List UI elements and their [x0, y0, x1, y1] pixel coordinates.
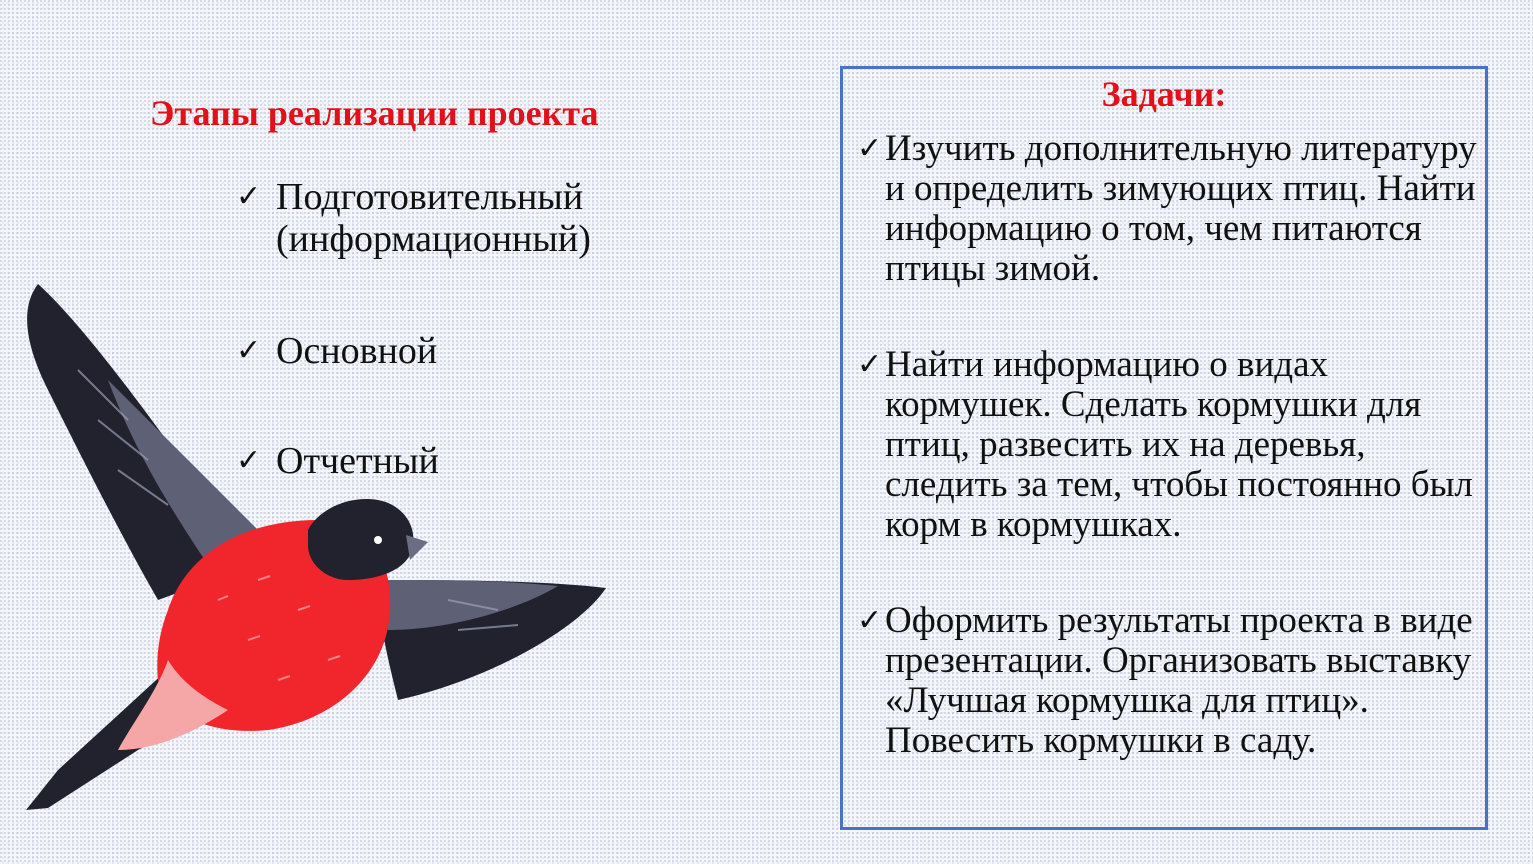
stage-text: Подготовительный (информационный) — [276, 176, 591, 260]
checkmark-icon: ✓ — [857, 604, 883, 637]
stage-item — [236, 176, 636, 260]
task-item — [857, 345, 1477, 545]
stage-text: Основной — [276, 330, 438, 372]
tasks-box — [840, 66, 1488, 830]
task-item — [857, 129, 1477, 289]
checkmark-icon: ✓ — [236, 334, 262, 367]
checkmark-icon: ✓ — [857, 348, 883, 381]
task-text: Оформить результаты проекта в виде презентации. Организовать выставку «Лучшая кормушка для птиц». Повесить кормушки в саду. — [885, 600, 1473, 761]
bird-head — [308, 499, 413, 580]
stages-title: Этапы реализации проекта — [150, 93, 599, 133]
task-text: Изучить дополнительную литературу и определить зимующих птиц. Найти информацию о том, чем питаются птицы зимой. — [885, 128, 1477, 289]
tasks-title: Задачи: — [1101, 74, 1227, 114]
checkmark-icon: ✓ — [236, 180, 262, 213]
checkmark-icon: ✓ — [236, 444, 262, 477]
bird-eye — [374, 536, 382, 544]
stage-text: Отчетный — [276, 440, 439, 482]
bird-beak — [406, 535, 428, 560]
task-text: Найти информацию о видах кормушек. Сделать кормушки для птиц, развесить их на деревья, следить за тем, чтобы постоянно был корм в кормушках. — [885, 344, 1473, 545]
bullfinch-illustration — [18, 280, 618, 828]
checkmark-icon: ✓ — [857, 132, 883, 165]
task-item — [857, 601, 1477, 761]
